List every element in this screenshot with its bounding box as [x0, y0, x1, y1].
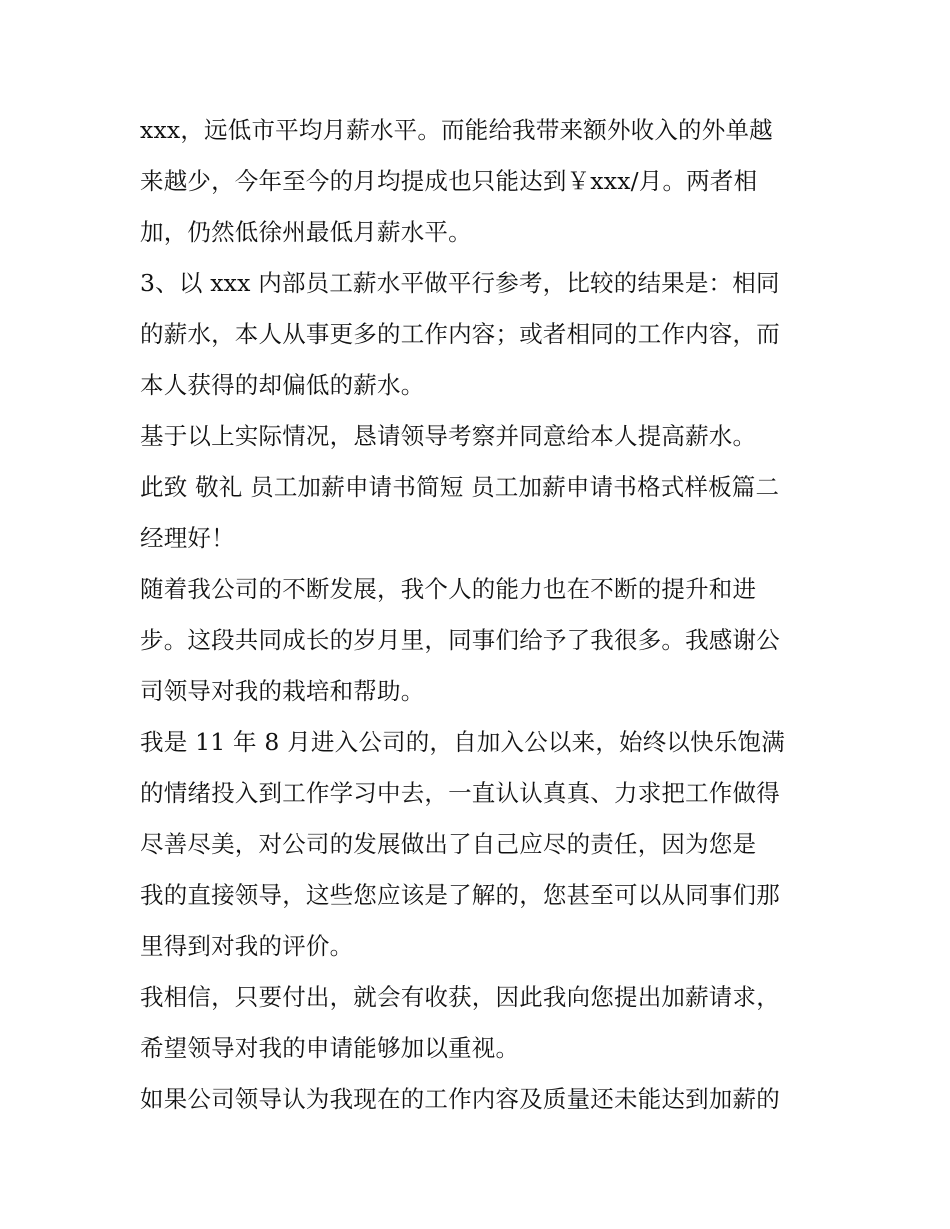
text-line: 希望领导对我的申请能够加以重视。 [140, 1034, 520, 1062]
text-line: 尽善尽美，对公司的发展做出了自己应尽的责任，因为您是 [140, 830, 757, 858]
text-line: 我的直接领导，这些您应该是了解的，您甚至可以从同事们那 [140, 881, 780, 909]
document-body [140, 105, 815, 1125]
text-line: 来越少，今年至今的月均提成也只能达到￥xxx/月。两者相 [140, 167, 758, 195]
text-line: 我相信，只要付出，就会有收获，因此我向您提出加薪请求， [140, 983, 780, 1011]
text-line: 司领导对我的栽培和帮助。 [140, 677, 425, 705]
text-line: 加，仍然低徐州最低月薪水平。 [140, 218, 472, 246]
text-line: 步。这段共同成长的岁月里，同事们给予了我很多。我感谢公 [140, 626, 780, 654]
text-line: 我是 11 年 8 月进入公司的，自加入公以来，始终以快乐饱满 [140, 728, 785, 756]
text-line: 的薪水，本人从事更多的工作内容；或者相同的工作内容，而 [140, 320, 780, 348]
text-line: 本人获得的却偏低的薪水。 [140, 371, 425, 399]
text-line: xxx，远低市平均月薪水平。而能给我带来额外收入的外单越 [140, 116, 773, 144]
text-line: 基于以上实际情况，恳请领导考察并同意给本人提高薪水。 [140, 422, 757, 450]
text-line: 3、以 xxx 内部员工薪水平做平行参考，比较的结果是：相同 [140, 269, 780, 297]
text-line: 里得到对我的评价。 [140, 932, 354, 960]
text-line: 此致 敬礼 员工加薪申请书简短 员工加薪申请书格式样板篇二 [140, 473, 780, 501]
text-line: 随着我公司的不断发展，我个人的能力也在不断的提升和进 [140, 575, 757, 603]
text-line: 的情绪投入到工作学习中去，一直认认真真、力求把工作做得 [140, 779, 780, 807]
text-line: 经理好！ [140, 524, 235, 552]
text-line: 如果公司领导认为我现在的工作内容及质量还未能达到加薪的 [140, 1085, 780, 1113]
